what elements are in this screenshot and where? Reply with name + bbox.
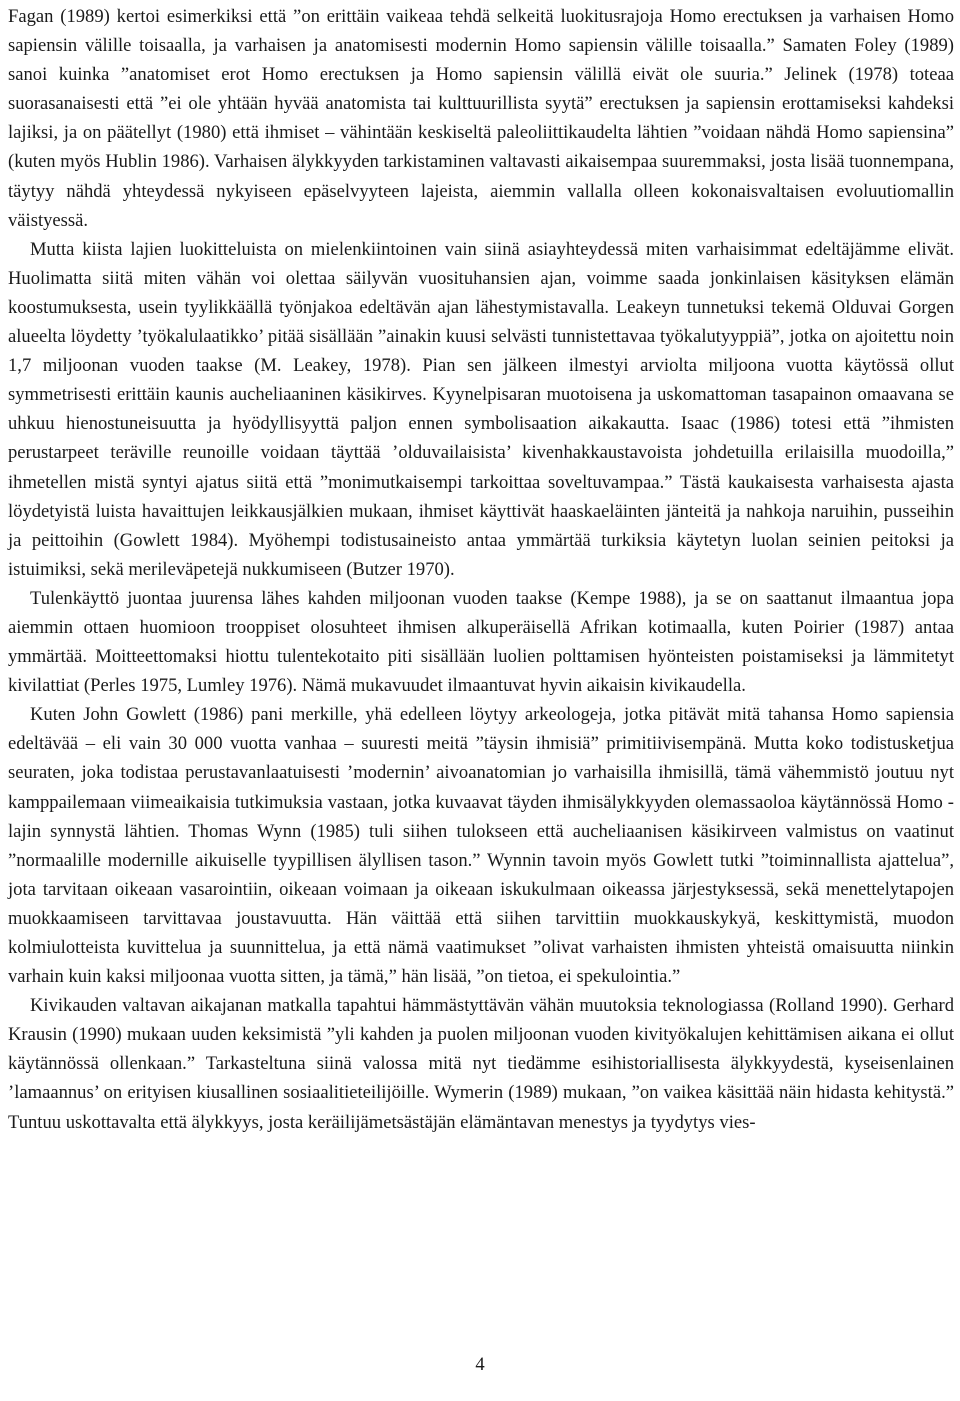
- document-page: [8, 2, 954, 1137]
- paragraph-3: Tulenkäyttö juontaa juurensa lähes kahden miljoonan vuoden taakse (Kempe 1988), ja se on saattanut ilmaantua jopa aiemmin ottaen huomioon trooppiset olosuhteet ihmisen alkuperäisellä Afrikan kotimaalla, kuten Poirier (1987) antaa ymmärtää. Moitteettomaksi hiottu tulentekotaito piti sisällään luolien polttamisen hyönteisten poistamiseksi ja lämmitetyt kivilattiat (Perles 1975, Lumley 1976). Nämä mukavuudet ilmaantuvat hyvin aikaisin kivikaudella.: [8, 587, 954, 697]
- paragraph-2: Mutta kiista lajien luokitteluista on mielenkiintoinen vain siinä asiayhteydessä miten varhaisimmat edeltäjämme elivät. Huolimatta siitä miten vähän voi olettaa säilyvän vuosituhansien ajan, voimme saada jonkinlaisen käsityksen elämän koostumuksesta, usein tyylikkäällä työnjakoa edeltävän ajan lähestymistavalla. Leakeyn tunnetuksi tekemä Olduvai Gorgen alueelta löydetty ’työkalulaatikko’ pitää sisällään ”ainakin kuusi selvästi tunnistettavaa työkalutyyppiä”, jotka on ajoitettu noin 1,7 miljoonan vuoden taakse (M. Leakey, 1978). Pian sen jälkeen ilmestyi arviolta miljoona vuotta käytössä ollut symmetrisesti erittäin kaunis aucheliaaninen käsikirves. Kyynelpisaran muotoisena ja uskomattoman tasapainon omaavana se uhkuu hienostuneisuutta ja hyödyllisyyttä paljon ennen symbolisaation aikakautta. Isaac (1986) totesi että ”ihmisten perustarpeet teräville reunoille voidaan täyttää ’olduvailaisista’ kivenhakkaustavoista johdetuilla erilaisilla muodoilla,” ihmetellen mistä syntyi ajatus siitä että ”monimutkaisempi tarkoittaa soveltuvampaa.” Tästä kaukaisesta varhaisesta ajasta löydetyistä luista havaittujen leikkausjälkien mukaan, ihmiset käyttivät haaskaeläinten jänteitä ja nahkoja naruihin, pusseihin ja peittoihin (Gowlett 1984). Myöhempi todistusaineisto antaa ymmärtää turkiksia käytetyn luolan seinien peitoksi ja istuimiksi, sekä merileväpetejä nukkumiseen (Butzer 1970).: [8, 238, 954, 580]
- paragraph-4: Kuten John Gowlett (1986) pani merkille, yhä edelleen löytyy arkeologeja, jotka pitävät mitä tahansa Homo sapiensia edeltävää – eli vain 30 000 vuotta vanhaa – suuresti meitä ”täysin ihmisiä” primitiivisempänä. Mutta koko todistusketjua seuraten, joka todistaa perustavanlaatuisesti ’modernin’ aivoanatomian jo varhaisilla ihmisillä, tämä vähemmistö joutuu nyt kamppailemaan viimeaikaisia tutkimuksia vastaan, jotka kuvaavat täyden ihmisälykkyyden olemassaoloa käytännössä Homo -lajin synnystä lähtien. Thomas Wynn (1985) tuli siihen tulokseen että aucheliaanisen käsikirveen valmistus on vaatinut ”normaalille modernille aikuiselle tyypillisen älyllisen tason.” Wynnin tavoin myös Gowlett tutki ”toiminnallista ajattelua”, jota tarvitaan oikeaan vasarointiin, oikeaan voimaan ja oikeaan iskukulmaan oikeassa järjestyksessä, sekä menettelytapojen muokkaamiseen tarvittavaa joustavuutta. Hän väittää että siihen tarvittiin muokkauskykyä, keskittymistä, muodon kolmiulotteista kuvittelua ja suunnittelua, ja että nämä vaatimukset ”olivat varhaisten ihmisten yhteistä omaisuutta niinkin varhain kuin kaksi miljoonaa vuotta sitten, ja tämä,” hän lisää, ”on tietoa, ei spekulointia.”: [8, 704, 954, 988]
- paragraph-5: Kivikauden valtavan aikajanan matkalla tapahtui hämmästyttävän vähän muutoksia teknologiassa (Rolland 1990). Gerhard Krausin (1990) mukaan uuden keksimistä ”yli kahden ja puolen miljoonan vuoden kivityökalujen kehittämisen aikana ei ollut käytännössä ollenkaan.” Tarkasteltuna siinä valossa mitä nyt tiedämme esihistoriallisesta älykkyydestä, kyseisenlainen ’lamaannus’ on erityisen kiusallinen sosiaalitieteilijöille. Wymerin (1989) mukaan, ”on vaikea käsittää näin hidasta kehitystä.” Tuntuu uskottavalta että älykkyys, josta keräilijämetsästäjän elämäntavan menestys ja tyydytys vies-: [8, 995, 954, 1133]
- page-number: 4: [475, 1354, 485, 1375]
- paragraph-1: Fagan (1989) kertoi esimerkiksi että ”on erittäin vaikeaa tehdä selkeitä luokitusrajoja Homo erectuksen ja varhaisen Homo sapiensin välille toisaalla, ja varhaisen ja anatomisesti modernin Homo sapiensin välille toisaalla.” Samaten Foley (1989) sanoi kuinka ”anatomiset erot Homo erectuksen ja Homo sapiensin välillä eivät ole suuria.” Jelinek (1978) toteaa suorasanaisesti että ”ei ole yhtään hyvää anatomista tai kulttuurillista syytä” erectuksen ja sapiensin erottamiseksi kahdeksi lajiksi, ja on päätellyt (1980) että ihmiset – vähintään keskiseltä paleoliittikaudelta lähtien ”voidaan nähdä Homo sapiensina” (kuten myös Hublin 1986). Varhaisen älykkyyden tarkistaminen valtavasti aikaisempaa suuremmaksi, josta lisää tuonnempana, täytyy nähdä yhteydessä nykyiseen epäselvyyteen lajeista, aiemmin vallalla olleen kokonaisvaltaisen evoluutiomallin väistyessä.: [8, 6, 954, 231]
